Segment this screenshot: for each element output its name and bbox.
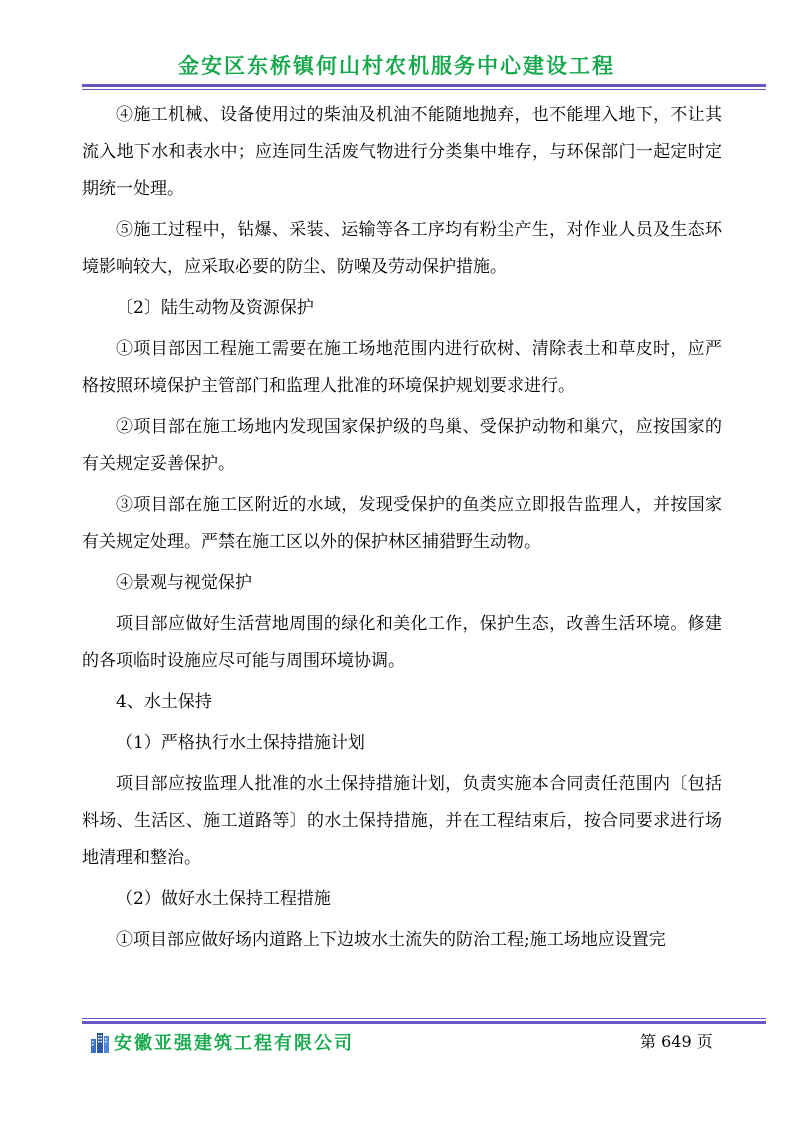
header-rule-thick bbox=[82, 84, 766, 87]
paragraph: ③项目部在施工区附近的水域，发现受保护的鱼类应立即报告监理人，并按国家有关规定处理。严禁在施工区以外的保护林区捕猎野生动物。 bbox=[82, 495, 722, 552]
header-rule-thin bbox=[82, 89, 766, 90]
section-heading: （2）做好水土保持工程措施 bbox=[116, 889, 331, 909]
paragraph: ①项目部应做好场内道路上下边坡水土流失的防治工程;施工场地应设置完 bbox=[116, 930, 666, 950]
footer-rule-thick bbox=[82, 1021, 766, 1024]
section-heading: ④景观与视觉保护 bbox=[116, 573, 252, 593]
section-heading: 〔2〕陆生动物及资源保护 bbox=[116, 298, 314, 318]
paragraph: 项目部应按监理人批准的水土保持措施计划，负责实施本合同责任范围内〔包括料场、生活区、施工道路等〕的水土保持措施，并在工程结束后，按合同要求进行场地清理和整治。 bbox=[82, 774, 722, 868]
paragraph: 项目部应做好生活营地周围的绿化和美化工作，保护生态，改善生活环境。修建的各项临时设施应尽可能与周围环境协调。 bbox=[82, 614, 722, 671]
section-heading: 4、水土保持 bbox=[116, 692, 212, 712]
document-body bbox=[82, 97, 722, 963]
footer-rule-thin bbox=[82, 1018, 766, 1019]
paragraph: ①项目部因工程施工需要在施工场地范围内进行砍树、清除表土和草皮时，应严格按照环境保护主管部门和监理人批准的环境保护规划要求进行。 bbox=[82, 339, 722, 396]
paragraph: ④施工机械、设备使用过的柴油及机油不能随地抛弃，也不能埋入地下，不让其流入地下水和表水中；应连同生活废气物进行分类集中堆存，与环保部门一起定时定期统一处理。 bbox=[82, 105, 722, 199]
paragraph: ②项目部在施工场地内发现国家保护级的鸟巢、受保护动物和巢穴，应按国家的有关规定妥善保护。 bbox=[82, 417, 722, 474]
section-heading: （1）严格执行水土保持措施计划 bbox=[116, 733, 365, 753]
paragraph: ⑤施工过程中，钻爆、采装、运输等各工序均有粉尘产生，对作业人员及生态环境影响较大，应采取必要的防尘、防噪及劳动保护措施。 bbox=[82, 220, 722, 277]
document-title: 金安区东桥镇何山村农机服务中心建设工程 bbox=[178, 54, 615, 78]
company-name: 安徽亚强建筑工程有限公司 bbox=[114, 1033, 354, 1054]
building-logo-icon bbox=[90, 1031, 110, 1053]
footer-company bbox=[90, 1029, 354, 1055]
page-number: 第 649 页 bbox=[640, 1032, 713, 1051]
